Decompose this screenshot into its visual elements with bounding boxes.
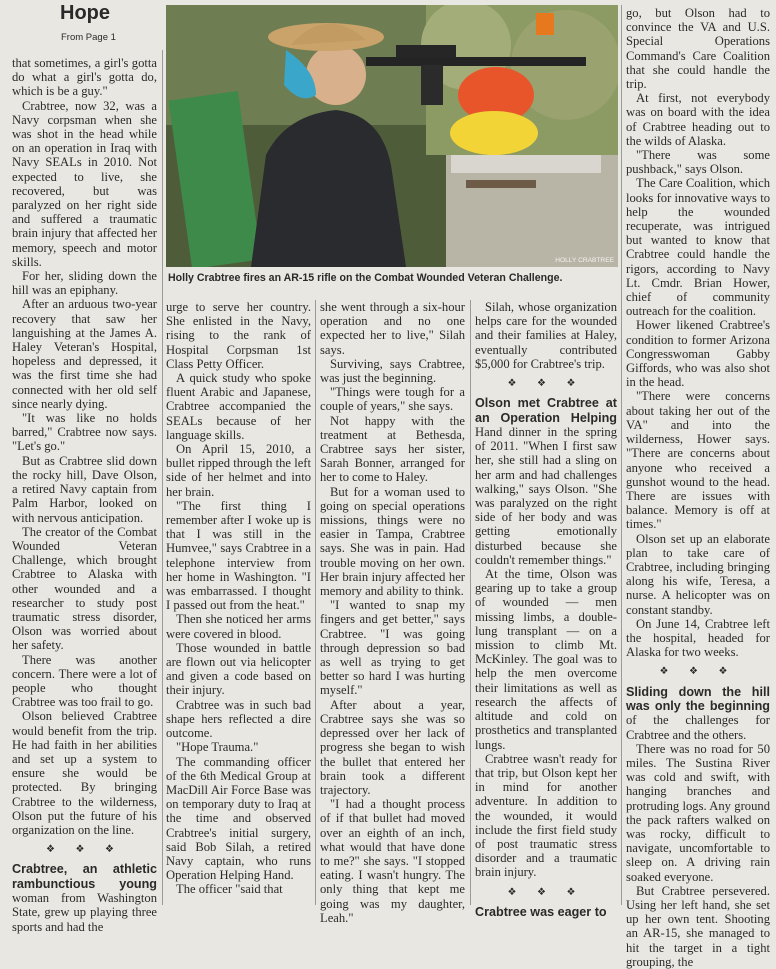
- paragraph: Crabtree wasn't ready for that trip, but Olson kept her in mind for another adventure. In addition to the wounded, it would include the first field study of post traumatic stress disorder and a traumatic brain injury.: [475, 751, 617, 880]
- paragraph: After about a year, Crabtree says she was so depressed over her lack of progress she began to wish the bullet that entered her brain took a different trajectory.: [320, 697, 465, 797]
- section-separator: ❖ ❖ ❖: [659, 666, 737, 678]
- paragraph: Those wounded in battle are flown out via helicopter and given a code based on their injury.: [166, 640, 311, 698]
- section-separator: ❖ ❖ ❖: [507, 378, 585, 390]
- paragraph: "The first thing I remember after I woke up is that I was still in the Humvee," says Crabtree in a telephone interview from her home in Washington. "I was embarrassed. I thought I passed out from the heat.": [166, 498, 311, 613]
- paragraph: she went through a six-hour operation and no one expected her to live," Silah says.: [320, 300, 465, 357]
- paragraph: Olson believed Crabtree would benefit from the trip. He had faith in her abilities and set up a system to ensure she would be protected. By bringing Crabtree to the wilderness, Olson put the future of his organization on the line.: [12, 709, 157, 837]
- paragraph: "There was some pushback," says Olson.: [626, 148, 770, 177]
- section-lead-bold: Crabtree was eager to: [475, 904, 607, 919]
- paragraph: Hower likened Crabtree's condition to former Arizona Congresswoman Gabby Giffords, who was also shot in the head.: [626, 318, 770, 390]
- paragraph: At first, not everybody was on board with the idea of Crabtree heading out to the wilds of Alaska.: [626, 91, 770, 148]
- column-rule-4: [621, 5, 622, 905]
- paragraph: But for a woman used to going on special operations missions, things were no easier in Tampa, Crabtree says. She was in pain. Had trouble moving on her own. Her brain injury affected her memory and ability to think.: [320, 484, 465, 599]
- section-lead-bold: Olson met Crabtree at an Operation Helping: [475, 396, 617, 425]
- paragraph: The officer "said that: [176, 882, 283, 897]
- paragraph: urge to serve her country. She enlisted in the Navy, rising to the rank of Hospital Corpsman 1st Class Petty Officer.: [166, 300, 311, 371]
- paragraph: There was no road for 50 miles. The Sustina River was cold and swift, with hanging branches and protruding logs. Any ground the pack rafters walked on was rocky, difficult to navigate, uncomfortable to sleep on. A driving rain soaked everyone.: [626, 741, 770, 884]
- section-lead: [12, 862, 157, 933]
- article-column-3: [320, 300, 465, 925]
- paragraph: On June 14, Crabtree left the hospital, headed for Alaska for two weeks.: [626, 616, 770, 660]
- paragraph: For her, sliding down the hill was an epiphany.: [12, 269, 157, 298]
- paragraph: Olson set up an elaborate plan to take care of Crabtree, including bringing along his wife, Teresa, a nurse. A helicopter was on constant standby.: [626, 531, 770, 617]
- paragraph: The commanding officer of the 6th Medical Group at MacDill Air Force Base was on temporary duty to Iraq at the time and observed Crabtree's initial surgery, said Bob Silah, a retired Navy captain, who runs Operation Helping Hand.: [166, 754, 311, 883]
- article-column-4: [475, 300, 617, 919]
- section-separator: ❖ ❖ ❖: [46, 844, 123, 856]
- paragraph: Crabtree was in such bad shape hers reflected a dire outcome.: [166, 697, 311, 741]
- article-column-2: [166, 300, 311, 897]
- column-rule-3: [470, 300, 471, 905]
- paragraph: The Care Coalition, which looks for innovative ways to help the wounded recuperate, was intrigued but wanted to know that Crabtree could handle the rigors, according to Navy Lt. Cmdr. Brian Hower, chief of community outreach for the coalition.: [626, 176, 770, 319]
- paragraph: The creator of the Combat Wounded Veteran Challenge, which brought Crabtree to Alaska with other wounded and a researcher to study post traumatic stress disorder, Olson was worried about her safety.: [12, 524, 157, 653]
- paragraph: Surviving, says Crabtree, was just the beginning.: [320, 356, 465, 386]
- column-rule-2: [315, 300, 316, 905]
- paragraph: that sometimes, a girl's gotta do what a girl's gotta do, which is be a guy.": [12, 56, 157, 99]
- paragraph: A quick study who spoke fluent Arabic and Japanese, Crabtree accompanied the SEALs because of her language skills.: [166, 371, 311, 442]
- story-title: Hope: [60, 2, 110, 24]
- paragraph: Silah, whose organization helps care for the wounded and their families at Haley, eventually contributed $5,000 for Crabtree's trip.: [475, 300, 617, 371]
- paragraph: "Hope Trauma.": [176, 740, 259, 755]
- paragraph: Then she noticed her arms were covered in blood.: [166, 612, 311, 641]
- section-lead-bold: Crabtree, an athletic rambunctious young: [12, 862, 157, 891]
- section-lead: [626, 685, 770, 742]
- paragraph: Not happy with the treatment at Bethesda, Crabtree says her sister, Sarah Bonner, arranged for her to come to Haley.: [320, 413, 465, 485]
- paragraph: At the time, Olson was gearing up to take a group of wounded — men missing limbs, a double-lung transplant — on a mission to climb Mt. McKinley. The goal was to help the men overcome their limitations as well as research the affects of altitude and cold on prosthetics and transplanted lungs.: [475, 567, 617, 752]
- paragraph: "It was like no holds barred," Crabtree now says. "Let's go.": [12, 411, 157, 454]
- photo-credit: HOLLY CRABTREE: [555, 257, 614, 264]
- paragraph: But Crabtree persevered. Using her left hand, she set up her own tent. Shooting an AR-15, she managed to hit the target in a tight grouping, the: [626, 883, 770, 969]
- photo-caption: Holly Crabtree fires an AR-15 rifle on the Combat Wounded Veteran Challenge.: [168, 272, 563, 284]
- paragraph: Crabtree, now 32, was a Navy corpsman when she was shot in the head while on an operation in Iraq with Navy SEALs in 2010. Not expected to live, she recovered, but was paralyzed on her right side and suffered a traumatic brain injury that affected her memory, speech and motor skills.: [12, 98, 157, 269]
- section-lead-rest: of the challenges for Crabtree and the others.: [626, 713, 770, 742]
- paragraph: go, but Olson had to convince the VA and U.S. Special Operations Command's Care Coalition that she could handle the trip.: [626, 6, 770, 92]
- rifle-photo: [166, 5, 618, 267]
- paragraph: "Things were tough for a couple of years," she says.: [320, 385, 465, 414]
- section-separator: ❖ ❖ ❖: [507, 886, 585, 898]
- column-rule-1: [162, 50, 163, 905]
- jump-line: From Page 1: [61, 32, 116, 43]
- paragraph: After an arduous two-year recovery that saw her languishing at the James A. Haley Veteran's Hospital, hopeless and depressed, it was the first time she had connected with her old self since nearly dying.: [12, 297, 157, 411]
- section-lead: [475, 396, 617, 567]
- paragraph: "I had a thought process of if that bullet had moved over an eighth of an inch, what would that have done to me?" she says. "I stopped eating. I wasn't hungry. The only thing that kept me going was my daughter, Leah.": [320, 797, 465, 925]
- photo-illustration: [166, 5, 618, 267]
- article-column-1: [12, 56, 157, 934]
- article-column-5: [626, 6, 770, 969]
- section-lead-rest: Hand dinner in the spring of 2011. "When I first saw her, she still had a sling on her arm and had challenges walking," says Olson. "She was paralyzed on the right side of her body and was getting emotionally disturbed because she couldn't remember things.": [475, 425, 617, 567]
- paragraph: But as Crabtree slid down the rocky hill, Dave Olson, a retired Navy captain from Palm Harbor, looked on with nervous anticipation.: [12, 453, 157, 525]
- paragraph: There was another concern. There were a lot of people who thought Crabtree was too frail to go.: [12, 652, 157, 710]
- paragraph: "I wanted to snap my fingers and get better," says Crabtree. "I was going through depression so bad as well as trying to get better so hard I was hurting myself.": [320, 598, 465, 698]
- paragraph: On April 15, 2010, a bullet ripped through the left side of her helmet and into her brain.: [166, 442, 311, 499]
- section-lead-bold: Sliding down the hill was only the beginning: [626, 684, 770, 713]
- paragraph: "There were concerns about taking her out of the VA" and into the wilderness, Hower says. "There are concerns about anyone who received a gunshot wound to the head. There are issues with balance. Memory is off at times.": [626, 389, 770, 532]
- section-lead-rest: woman from Washington State, grew up playing three sports and had the: [12, 891, 157, 934]
